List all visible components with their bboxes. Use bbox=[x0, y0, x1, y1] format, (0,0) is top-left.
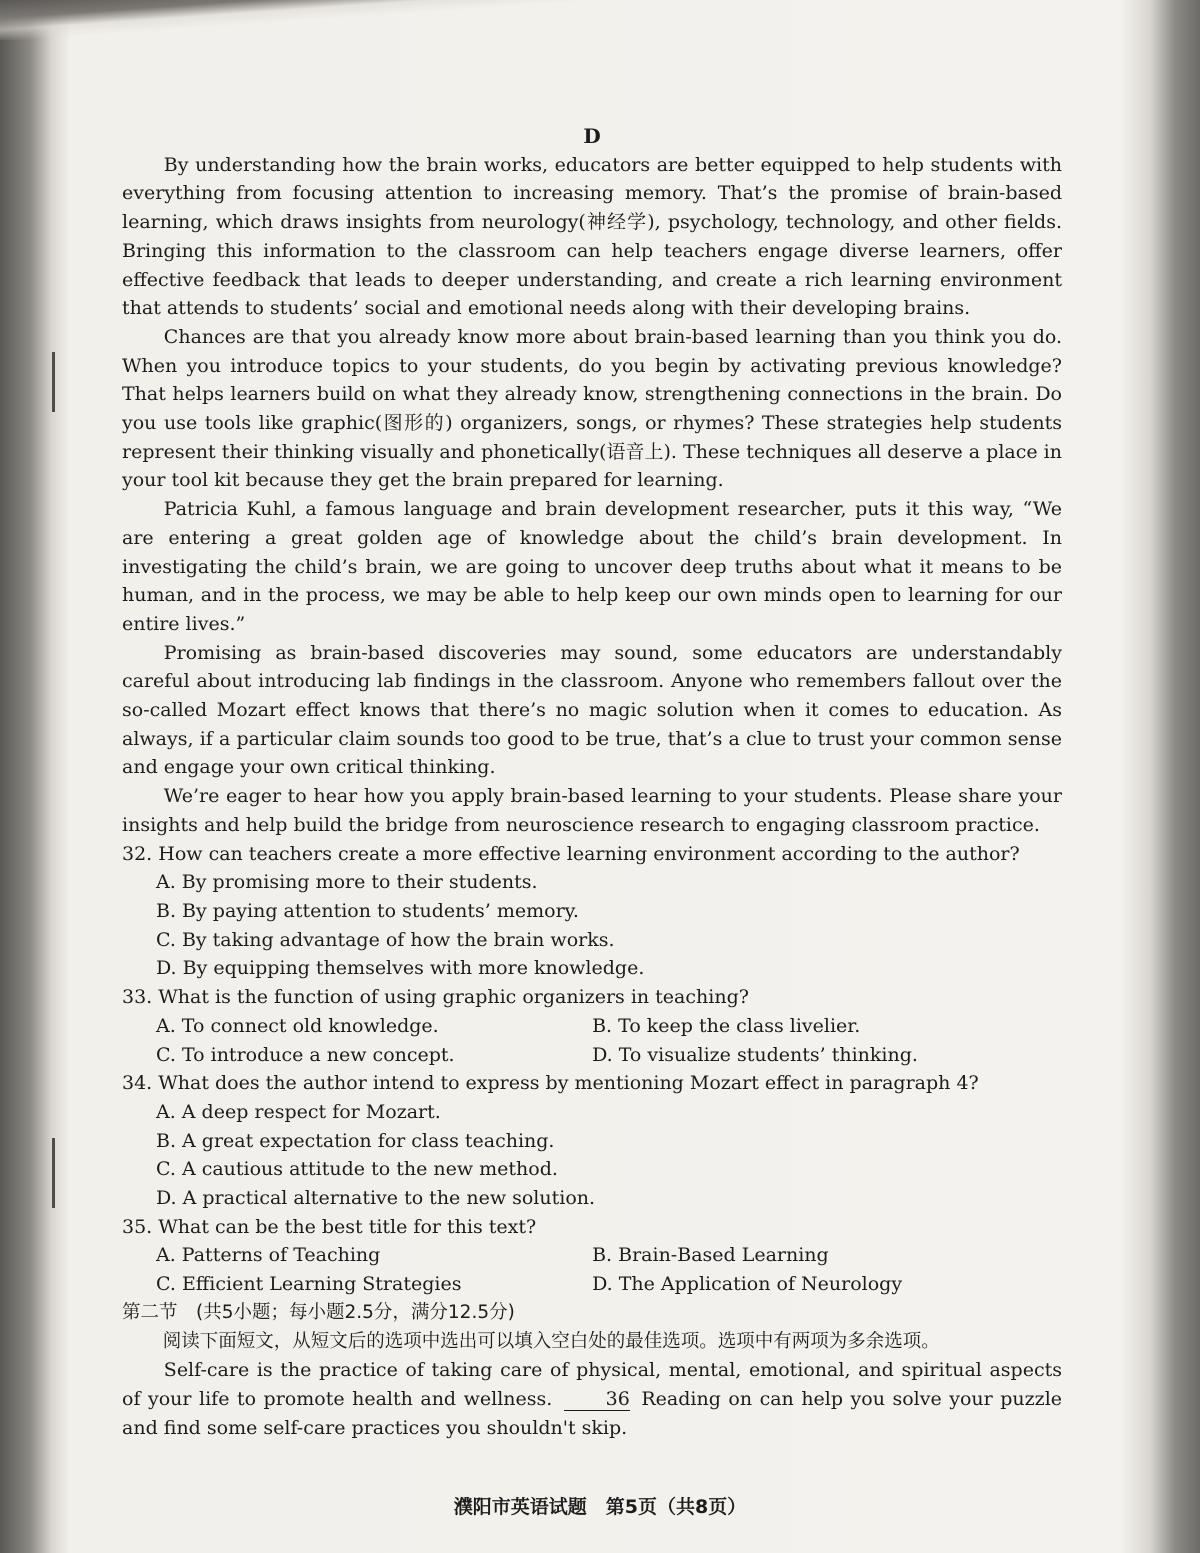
option-c: C. To introduce a new concept. bbox=[156, 1043, 455, 1066]
option-c: C. A cautious attitude to the new method. bbox=[156, 1158, 558, 1181]
passage-paragraph-5: We’re eager to hear how you apply brain-based learning to your students. Please share your insights and help build the bridge from neuroscience research to engaging classroom practice. bbox=[122, 785, 1062, 836]
passage-paragraph-4: Promising as brain-based discoveries may sound, some educators are understandably careful about introducing lab findings in the classroom. Anyone who remembers fallout over the so-called Mozart effect knows that there’s no magic solution when it comes to education. As always, if a particular claim sounds too good to be true, that’s a clue to trust your common sense and engage your own critical thinking. bbox=[122, 641, 1062, 779]
option-d: D. By equipping themselves with more knowledge. bbox=[156, 957, 645, 980]
option-row bbox=[122, 1241, 1062, 1270]
page-fold-shadow bbox=[0, 0, 1200, 40]
option-c: C. Efficient Learning Strategies bbox=[156, 1273, 462, 1296]
passage-paragraph-1: By understanding how the brain works, educators are better equipped to help students with everything from focusing attention to increasing memory. That’s the promise of brain-based learning, which draws insights from neurology(神经学), psychology, technology, and other fields. Bringing this information to the classroom can help teachers engage diverse learners, offer effective feedback that leads to deeper understanding, and create a rich learning environment that attends to students’ social and emotional needs along with their developing brains. bbox=[122, 153, 1062, 320]
option-row bbox=[122, 1041, 1062, 1070]
question-35 bbox=[122, 1213, 1062, 1299]
passage-letter: D bbox=[583, 124, 601, 148]
answer-blank-36: 36 bbox=[564, 1388, 630, 1411]
option-a: A. By promising more to their students. bbox=[156, 871, 538, 894]
question-stem: 33. What is the function of using graphic organizers in teaching? bbox=[122, 986, 749, 1009]
option-row bbox=[122, 1012, 1062, 1041]
passage-paragraph-2: Chances are that you already know more about brain-based learning than you think you do. When you introduce topics to your students, do you begin by activating previous knowledge? That helps learners build on what they already know, strengthening connections in the brain. Do you use tools like graphic(图形的) organizers, songs, or rhymes? These strategies help students represent their thinking visually and phonetically(语音上). These techniques all deserve a place in your tool kit because they get the brain prepared for learning. bbox=[122, 325, 1062, 492]
option-a: A. A deep respect for Mozart. bbox=[156, 1100, 441, 1123]
section-2-passage bbox=[122, 1356, 1062, 1442]
section-2-title: 第二节 (共5小题；每小题2.5分，满分12.5分) bbox=[122, 1301, 515, 1323]
option-a: A. Patterns of Teaching bbox=[156, 1244, 381, 1267]
option-a: A. To connect old knowledge. bbox=[156, 1014, 439, 1037]
passage-text: Reading on can help you solve your puzzle and find some self-care practices you shouldn't skip. bbox=[122, 1387, 1063, 1439]
option-row bbox=[122, 1270, 1062, 1299]
option-c: C. By taking advantage of how the brain works. bbox=[156, 928, 615, 951]
question-34 bbox=[122, 1069, 1062, 1213]
option-b: B. To keep the class livelier. bbox=[592, 1014, 861, 1037]
page-footer: 濮阳市英语试题 第5页（共8页） bbox=[453, 1496, 747, 1518]
option-d: D. A practical alternative to the new solution. bbox=[156, 1187, 596, 1210]
passage-paragraph-3: Patricia Kuhl, a famous language and brain development researcher, puts it this way, “We are entering a great golden age of knowledge about the child’s brain development. In investigating the child’s brain, we are going to uncover deep truths about what it means to be human, and in the process, we may be able to help keep our own minds open to learning for our entire lives.” bbox=[122, 498, 1062, 635]
margin-pen-mark bbox=[52, 352, 55, 412]
option-b: B. A great expectation for class teaching. bbox=[156, 1129, 555, 1152]
question-33 bbox=[122, 983, 1062, 1069]
option-b: B. Brain-Based Learning bbox=[592, 1244, 829, 1267]
option-d: D. To visualize students’ thinking. bbox=[592, 1043, 918, 1066]
exam-page-content bbox=[122, 122, 1062, 1442]
section-2-instruction: 阅读下面短文，从短文后的选项中选出可以填入空白处的最佳选项。选项中有两项为多余选项。 bbox=[162, 1330, 940, 1352]
question-32 bbox=[122, 840, 1062, 984]
question-stem: 34. What does the author intend to express by mentioning Mozart effect in paragraph 4? bbox=[122, 1072, 979, 1095]
question-stem: 35. What can be the best title for this text? bbox=[122, 1215, 537, 1238]
margin-pen-mark bbox=[52, 1138, 55, 1208]
question-stem: 32. How can teachers create a more effective learning environment according to the author? bbox=[122, 842, 1020, 865]
passage-text: Self-care is the practice of taking care of physical, mental, emotional, and spiritual aspects of your life to promote health and wellness. bbox=[122, 1359, 1062, 1410]
option-b: B. By paying attention to students’ memory. bbox=[156, 899, 579, 922]
option-d: D. The Application of Neurology bbox=[592, 1273, 903, 1296]
